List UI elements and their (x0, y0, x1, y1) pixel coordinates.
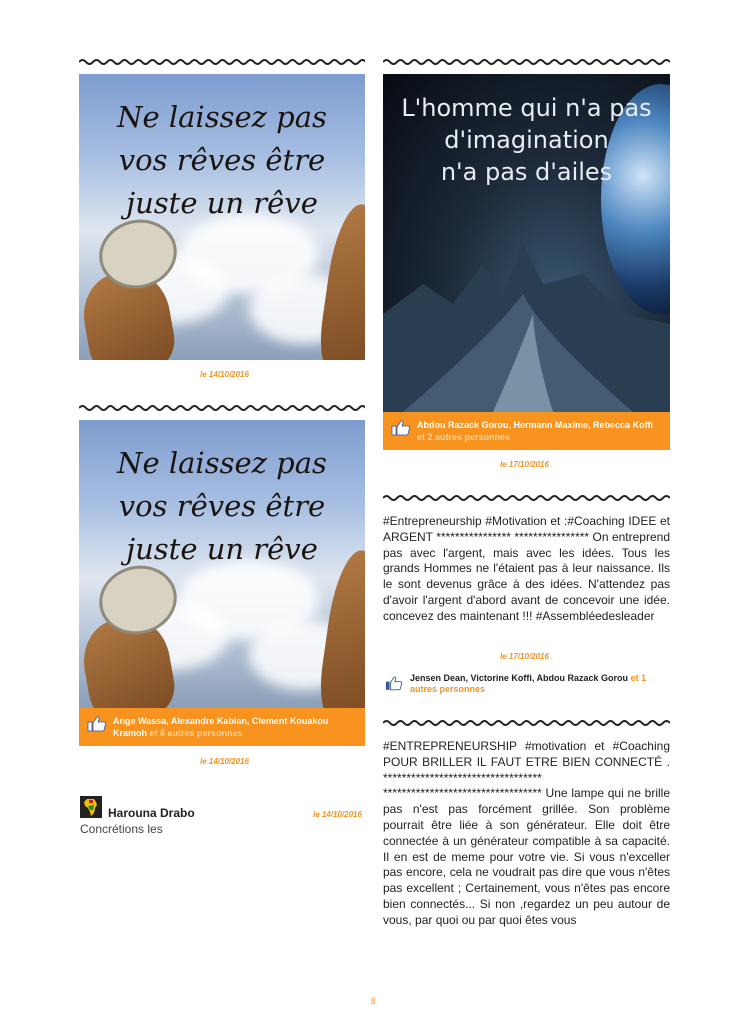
likes-text[interactable] (113, 715, 357, 739)
wave-divider (79, 58, 365, 66)
quote-line: Ne laissez pas (117, 446, 327, 480)
quote-line: vos rêves être (118, 143, 326, 177)
thumbs-up-icon[interactable] (385, 676, 403, 691)
post-snippet: Concrétions les (80, 822, 163, 836)
avatar[interactable] (80, 796, 102, 818)
post-date: le 14/10/2016 (313, 810, 362, 819)
mountain-landscape (383, 224, 670, 412)
quote-text (79, 442, 365, 571)
page-number: 8 (371, 997, 376, 1006)
quote-line: L'homme qui n'a pas (401, 94, 652, 122)
wave-divider (79, 404, 365, 412)
quote-line: d'imagination (444, 126, 609, 154)
likes-names: Ange Wassa, Alexandre Kabian, Clement Kouakou Kramoh (113, 716, 329, 738)
post-date: le 17/10/2016 (500, 652, 549, 661)
likes-text[interactable] (417, 419, 662, 443)
wave-divider (383, 58, 670, 66)
quote-line: juste un rêve (126, 186, 318, 220)
quote-text (383, 92, 670, 188)
post-date: le 14/10/2016 (200, 757, 249, 766)
quote-image[interactable] (79, 74, 365, 360)
likes-text[interactable] (410, 673, 670, 695)
quote-image[interactable] (383, 74, 670, 412)
quote-line: juste un rêve (126, 532, 318, 566)
africa-map-icon (80, 796, 102, 818)
post-body (383, 739, 670, 961)
quote-line: n'a pas d'ailes (440, 158, 613, 186)
quote-text (79, 96, 365, 225)
quote-line: vos rêves être (118, 489, 326, 523)
thumbs-up-icon[interactable] (87, 716, 107, 732)
likes-names: Abdou Razack Gorou, Hermann Maxime, Rebecca Koffi (417, 420, 654, 430)
post-date: le 14/10/2016 (200, 370, 249, 379)
likes-bar (79, 708, 365, 746)
likes-more: et 1 autres personnes (410, 673, 647, 694)
quote-image[interactable] (79, 420, 365, 708)
quote-line: Ne laissez pas (117, 100, 327, 134)
wave-divider (383, 494, 670, 502)
post-text: #Entrepreneurship #Motivation et :#Coaching IDEE et ARGENT **************** **************** On entreprend pas avec l'argent, mais avec les idées. Tous les grands Hommes ne l'étaient pas à leur naissance. Ils le sont devenus grâce à des idées. N'attendez pas d'avoir l'argent d'abord avant de concevoir une idée. concevez des maintenant !!! #Assembléedesleader (383, 514, 670, 623)
likes-more: et 8 autres personnes (149, 728, 243, 738)
thumbs-up-icon[interactable] (391, 420, 411, 436)
wave-divider (383, 719, 670, 727)
likes-names: Jensen Dean, Victorine Koffi, Abdou Razack Gorou (410, 673, 629, 683)
post-text: #ENTREPRENEURSHIP #motivation et #Coaching POUR BRILLER IL FAUT ETRE BIEN CONNECTÉ . ********************************** ********************************** Une lampe qui ne brille pas n'est pas forcément grillée. Son problème pourrait être liée à son générateur. Elle doit être connectée à un générateur compatible à sa capacité. Il en est de meme pour votre vie. Si vous n'exceller pas encore, cela ne voudrait pas dire que vous n'êtes pas excellent ; Certainement, vous n'êtes pas encore bien connectés... Si non ,regardez un peu autour de vous, par quoi ou par quoi êtes vous (383, 739, 670, 927)
author-name[interactable]: Harouna Drabo (108, 806, 195, 820)
likes-bar (383, 412, 670, 450)
post-date: le 17/10/2016 (500, 460, 549, 469)
likes-more: et 2 autres personnes (417, 432, 511, 442)
post-body (383, 514, 670, 625)
